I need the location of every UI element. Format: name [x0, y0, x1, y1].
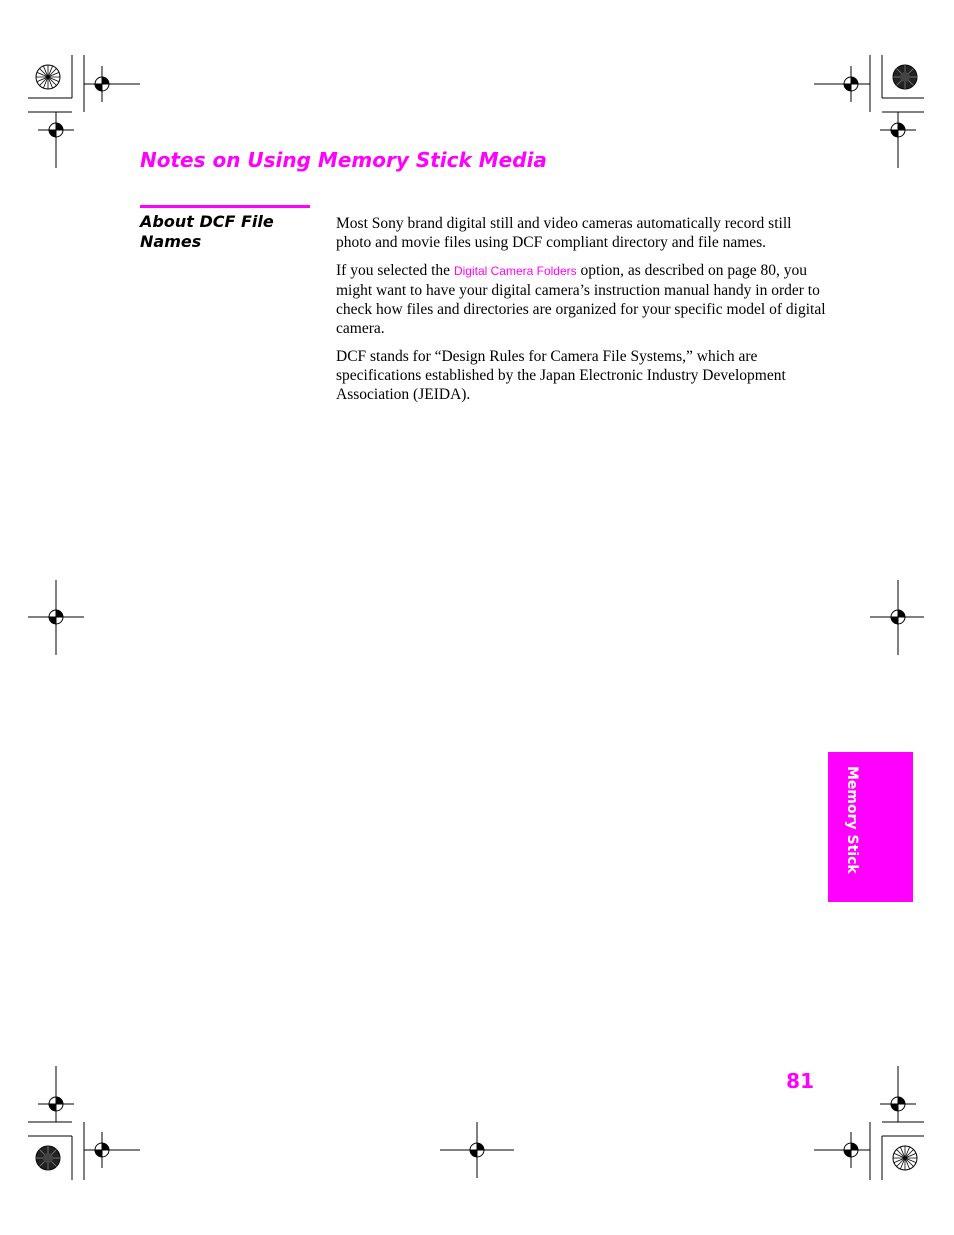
paragraph-text: If you selected the [336, 262, 454, 279]
paragraph: DCF stands for “Design Rules for Camera File Systems,” which are specifications established by the Japan Electronic Industry Development Association (JEIDA). [336, 348, 786, 403]
page-number: 81 [786, 1069, 814, 1093]
chapter-side-tab-label: Memory Stick [844, 766, 860, 874]
dark-target-icon [893, 65, 917, 89]
paragraph [336, 261, 826, 338]
menu-option-reference: Digital Camera Folders [453, 264, 577, 278]
star-target-icon [36, 65, 60, 89]
paragraph: Most Sony brand digital still and video cameras automatically record still photo and movie files using DCF compliant directory and file names. [336, 215, 792, 251]
page-title: Notes on Using Memory Stick Media [140, 148, 547, 172]
dark-target-icon [36, 1146, 60, 1170]
section-heading: About DCF File Names [140, 212, 274, 251]
paragraph-text: option, as described on page 80, you might want to have your digital camera’s instruction manual handy in order to check how files and directories are organized for your specific model of digital camera. [336, 262, 826, 337]
section-body [336, 214, 826, 413]
star-target-icon [893, 1146, 917, 1170]
section-heading-rule [140, 205, 310, 208]
